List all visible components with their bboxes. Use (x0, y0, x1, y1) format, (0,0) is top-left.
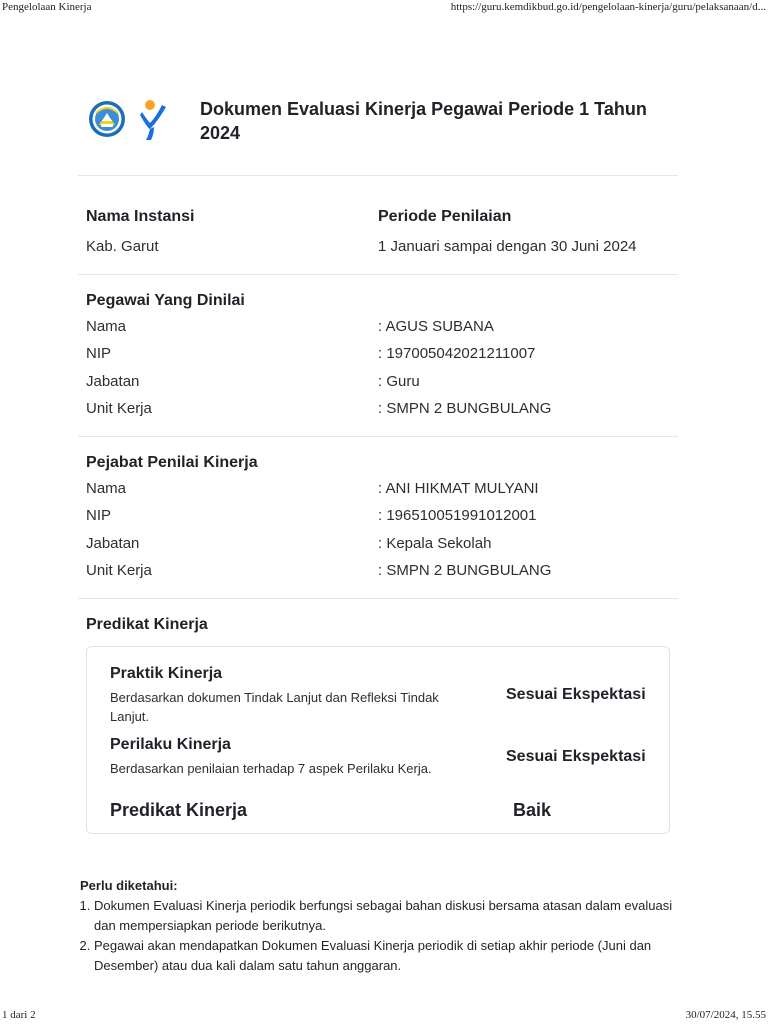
divider (78, 175, 678, 176)
predikat-final-value: Baik (513, 800, 552, 820)
document-header (88, 97, 678, 143)
merdeka-mengajar-logo-icon (136, 99, 170, 141)
pejabat-heading: Pejabat Penilai Kinerja (86, 454, 258, 471)
predikat-card (86, 646, 670, 834)
praktik-kinerja-desc: Berdasarkan dokumen Tindak Lanjut dan Refleksi Tindak Lanjut. (110, 690, 439, 724)
pegawai-nama-label: Nama (86, 318, 127, 335)
pejabat-unit-value: : SMPN 2 BUNGBULANG (378, 562, 552, 579)
pegawai-jabatan-value: : Guru (378, 373, 420, 390)
pejabat-nip-label: NIP (86, 507, 112, 524)
tut-wuri-handayani-logo-icon (88, 100, 126, 138)
instansi-label: Nama Instansi (86, 208, 195, 225)
notes-item: 2. Pegawai akan mendapatkan Dokumen Evaluasi Kinerja periodik di setiap akhir periode (Juni dan Desember) atau dua kali dalam satu tahun anggaran. (94, 936, 680, 976)
perilaku-kinerja-title: Perilaku Kinerja (110, 736, 231, 753)
pegawai-unit-value: : SMPN 2 BUNGBULANG (378, 400, 552, 417)
print-page-number: 1 dari 2 (2, 1009, 36, 1021)
print-datetime: 30/07/2024, 15.55 (685, 1009, 766, 1021)
perilaku-kinerja-desc: Berdasarkan penilaian terhadap 7 aspek Perilaku Kerja. (110, 761, 432, 776)
pejabat-nama-value: : ANI HIKMAT MULYANI (378, 480, 539, 497)
notes-list (80, 896, 680, 976)
pejabat-unit-label: Unit Kerja (86, 562, 152, 579)
print-page-title: Pengelolaan Kinerja (2, 1, 92, 13)
pegawai-nip-value: : 197005042021211007 (378, 345, 536, 362)
print-header (0, 0, 768, 16)
praktik-kinerja-title: Praktik Kinerja (110, 665, 223, 682)
print-footer (0, 1008, 768, 1024)
pejabat-nama-label: Nama (86, 480, 127, 497)
instansi-value: Kab. Garut (86, 238, 159, 255)
periode-label: Periode Penilaian (378, 208, 512, 225)
divider (78, 436, 678, 437)
predikat-heading: Predikat Kinerja (86, 616, 208, 633)
pejabat-nip-value: : 196510051991012001 (378, 507, 537, 524)
perilaku-kinerja-value: Sesuai Ekspektasi (506, 748, 646, 765)
periode-value: 1 Januari sampai dengan 30 Juni 2024 (378, 238, 637, 255)
pegawai-nama-value: : AGUS SUBANA (378, 318, 494, 335)
document-title: Dokumen Evaluasi Kinerja Pegawai Periode 1 Tahun 2024 (200, 99, 647, 143)
pegawai-unit-label: Unit Kerja (86, 400, 152, 417)
notes-item: 1. Dokumen Evaluasi Kinerja periodik berfungsi sebagai bahan diskusi bersama atasan dalam evaluasi dan mempersiapkan periode berikutnya. (94, 896, 680, 936)
pejabat-jabatan-value: : Kepala Sekolah (378, 535, 492, 552)
divider (78, 598, 678, 599)
praktik-kinerja-value: Sesuai Ekspektasi (506, 686, 646, 703)
print-url: https://guru.kemdikbud.go.id/pengelolaan-kinerja/guru/pelaksanaan/d... (450, 1, 766, 13)
pegawai-nip-label: NIP (86, 345, 112, 362)
notes-section (80, 877, 680, 976)
divider (78, 274, 678, 275)
notes-title: Perlu diketahui: (80, 878, 178, 893)
pegawai-heading: Pegawai Yang Dinilai (86, 292, 245, 309)
pegawai-jabatan-label: Jabatan (86, 373, 140, 390)
predikat-final-label: Predikat Kinerja (110, 800, 248, 820)
pejabat-jabatan-label: Jabatan (86, 535, 140, 552)
